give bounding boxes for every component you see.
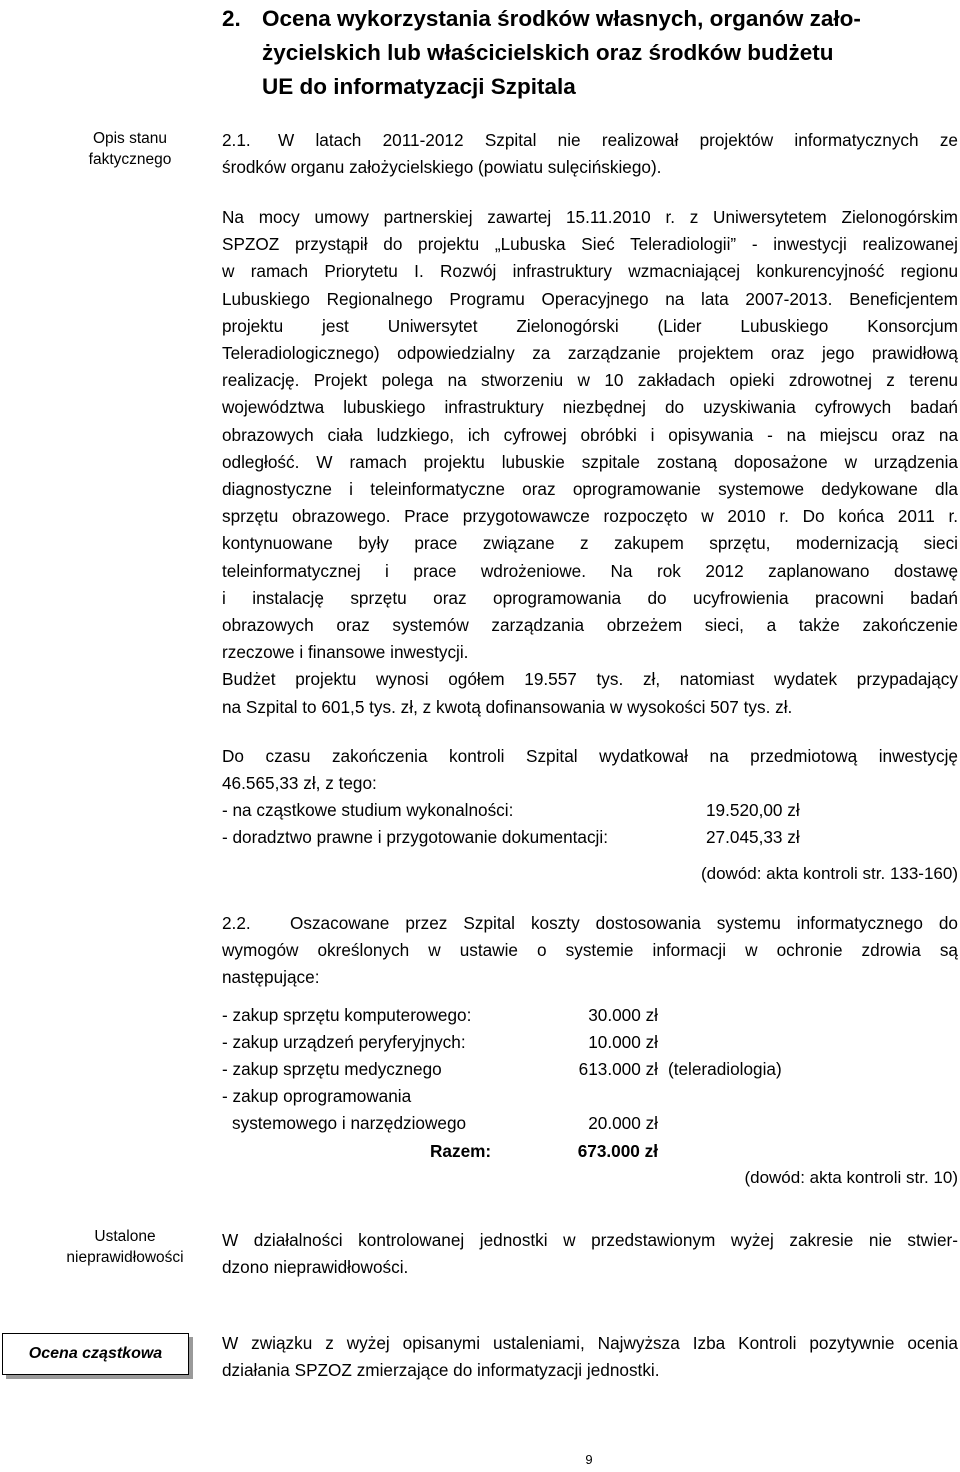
heading-line-2: życielskich lub właścicielskich oraz środków budżetu <box>262 40 834 65</box>
paragraph-line: Na mocy umowy partnerskiej zawartej 15.11.2010 r. z Uniwersytetem Zielonogórskim <box>222 207 958 227</box>
paragraph-line: Lubuskiego Regionalnego Programu Operacyjnego na lata 2007-2013. Beneficjentem <box>222 288 958 309</box>
ocena-paragraph <box>222 1330 958 1384</box>
ocena-line: W związku z wyżej opisanymi ustaleniami, Najwyższa Izba Kontroli pozytywnie ocenia <box>222 1333 958 1353</box>
expenses-line-2: 46.565,33 zł, z tego: <box>222 773 377 794</box>
section-2-1-line-1: 2.1. W latach 2011-2012 Szpital nie realizował projektów informatycznych ze <box>222 130 958 150</box>
paragraph-line: w ramach Priorytetu I. Rozwój infrastruktury wzmacniającej konkurencyjność regionu <box>222 261 958 282</box>
expense-item-label: - doradztwo prawne i przygotowanie dokumentacji: <box>222 827 608 847</box>
expense-item-amount: 19.520,00 zł <box>706 800 800 820</box>
cost-item-amount: 20.000 zł <box>588 1113 658 1133</box>
paragraph-line: obrazowych ciała ludzkiego, ich cyfrowej obróbki i opisywania - na miejscu oraz na <box>222 424 958 445</box>
evidence-reference-2: (dowód: akta kontroli str. 10) <box>744 1168 958 1187</box>
heading-line-1: 2. Ocena wykorzystania środków własnych, organów zało- <box>222 2 942 36</box>
total-label: Razem: <box>430 1141 492 1161</box>
paragraph-line: projektu jest Uniwersytet Zielonogórski (Lider Lubuskiego Konsorcjum <box>222 315 958 336</box>
sidebar-label-ustalone: Ustalone nieprawidłowości <box>66 1228 184 1266</box>
cost-item-label: systemowego i narzędziowego <box>232 1113 467 1133</box>
paragraph-line: Budżet projektu wynosi ogółem 19.557 tys. zł, natomiast wydatek przypadający <box>222 669 958 690</box>
paragraph-line: na Szpital to 601,5 tys. zł, z kwotą dofinansowania w wysokości 507 tys. zł. <box>222 696 793 717</box>
section-heading <box>222 2 942 104</box>
paragraph-line: teleinformatycznej i prace wdrożeniowe. Na rok 2012 zaplanowano dostawę <box>222 560 958 581</box>
ocena-line: działania SPZOZ zmierzające do informatyzacji jednostki. <box>222 1360 660 1381</box>
cost-item-label: - zakup urządzeń peryferyjnych: <box>222 1032 466 1052</box>
paragraph-line: rzeczowe i finansowe inwestycji. <box>222 642 469 663</box>
paragraph-line: i instalację sprzętu oraz oprogramowania do ucyfrowienia pracowni badań <box>222 587 958 608</box>
ustalone-line: dzono nieprawidłowości. <box>222 1257 409 1278</box>
expenses-line-1: Do czasu zakończenia kontroli Szpital wydatkował na przedmiotową inwestycję <box>222 746 958 766</box>
ustalone-paragraph <box>222 1227 958 1281</box>
section-2-2-line-1: 2.2. Oszacowane przez Szpital koszty dostosowania systemu informatycznego do <box>222 913 958 933</box>
sidebar-label-opis: Opis stanu faktycznego <box>88 130 172 168</box>
heading-line-3: UE do informatyzacji Szpitala <box>262 74 576 99</box>
cost-item-amount: 30.000 zł <box>588 1005 658 1025</box>
cost-item-note: (teleradiologia) <box>668 1059 782 1079</box>
section-2-2-line-2: wymogów określonych w ustawie o systemie informacji w ochronie zdrowia są <box>222 940 958 961</box>
section-2-1 <box>222 127 958 181</box>
section-2-1-line-2: środków organu założycielskiego (powiatu sulęcińskiego). <box>222 157 662 178</box>
total-amount: 673.000 zł <box>577 1141 658 1161</box>
expenses-paragraph <box>222 743 958 797</box>
cost-item-label: - zakup sprzętu komputerowego: <box>222 1005 472 1025</box>
expense-item-amount: 27.045,33 zł <box>706 827 800 847</box>
paragraph-line: Teleradiologicznego) odpowiedzialny za zarządzanie projektem oraz jego prawidłową <box>222 343 958 364</box>
expense-item-label: - na cząstkowe studium wykonalności: <box>222 800 514 820</box>
ocena-czastkowa-box: Ocena cząstkowa <box>2 1333 189 1375</box>
main-paragraph <box>222 204 958 721</box>
paragraph-line: odległość. W ramach projektu lubuskie szpitale zostaną doposażone w urządzenia <box>222 451 958 472</box>
cost-item-amount: 10.000 zł <box>588 1032 658 1052</box>
paragraph-line: obrazowych oraz systemów zarządzania obrzeżem sieci, a także zakończenie <box>222 615 958 636</box>
page-number: 9 <box>585 1452 593 1467</box>
section-2-2-line-3: następujące: <box>222 967 320 988</box>
heading-number: 2. <box>222 6 241 31</box>
cost-item-label: - zakup oprogramowania <box>222 1086 412 1106</box>
section-2-2 <box>222 910 958 992</box>
paragraph-line: diagnostyczne i teleinformatyczne oraz oprogramowanie systemowe dedykowane dla <box>222 479 958 500</box>
cost-item-amount: 613.000 zł <box>578 1059 658 1079</box>
paragraph-line: realizację. Projekt polega na stworzeniu w 10 zakładach opieki zdrowotnej z terenu <box>222 370 958 391</box>
paragraph-line: kontynuowane były prace związane z zakupem sprzętu, modernizacją sieci <box>222 533 958 554</box>
paragraph-line: sprzętu obrazowego. Prace przygotowawcze rozpoczęto w 2010 r. Do końca 2011 r. <box>222 506 958 527</box>
ustalone-line: W działalności kontrolowanej jednostki w przedstawionym wyżej zakresie nie stwier- <box>222 1230 958 1250</box>
paragraph-line: województwa lubuskiego infrastruktury niezbędnej do uzyskiwania cyfrowych badań <box>222 397 958 418</box>
paragraph-line: SPZOZ przystąpił do projektu „Lubuska Sieć Teleradiologii” - inwestycji realizowanej <box>222 234 958 255</box>
cost-item-label: - zakup sprzętu medycznego <box>222 1059 442 1079</box>
evidence-reference-1: (dowód: akta kontroli str. 133-160) <box>700 864 958 883</box>
